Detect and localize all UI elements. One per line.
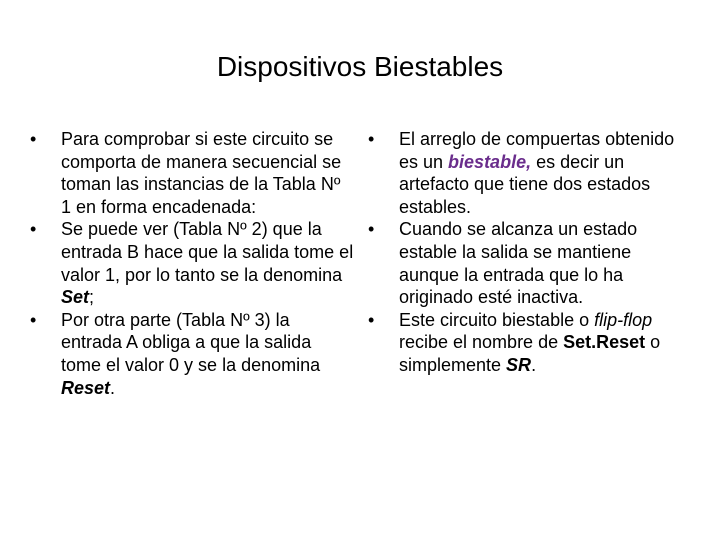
bullet-icon: • (368, 309, 375, 330)
text-run: . (110, 377, 116, 398)
text-run: Para comprobar si este circuito se comporta de manera secuencial se toman las instancias de la Tabla Nº 1 en forma encadenada: (61, 129, 342, 217)
bullet-icon: • (30, 219, 37, 240)
bullet-item (368, 218, 688, 308)
bullet-icon: • (30, 129, 37, 149)
text-run: El arreglo de compuertas obtenido es un (399, 129, 675, 172)
bullet-item (368, 128, 688, 218)
bullet-icon: • (30, 309, 37, 330)
slide-title: Dispositivos Biestables (216, 51, 504, 82)
right-bullet-list (368, 128, 688, 377)
text-run: Set.Reset (563, 332, 646, 353)
bullet-item (30, 218, 355, 308)
text-run: es decir un artefacto que tiene dos estados estables. (399, 151, 651, 217)
text-run: biestable, (448, 151, 532, 172)
text-run: o simplemente (399, 332, 661, 375)
bullet-icon: • (368, 129, 375, 149)
text-run: flip-flop (594, 309, 653, 330)
left-bullet-list (30, 128, 355, 399)
bullet-item (30, 128, 355, 218)
text-run: Cuando se alcanza un estado estable la salida se mantiene aunque la entrada que lo ha originado esté inactiva. (399, 219, 638, 308)
bullet-item (30, 309, 355, 399)
bullet-item (368, 309, 688, 377)
text-run: Por otra parte (Tabla Nº 3) la entrada A obliga a que la salida tome el valor 0 y se la denomina (61, 309, 321, 375)
text-run: recibe el nombre de (399, 332, 564, 353)
text-run: SR (506, 354, 532, 375)
text-run: . (531, 354, 537, 375)
bullet-icon: • (368, 219, 375, 240)
text-run: ; (89, 287, 95, 308)
text-run: Se puede ver (Tabla Nº 2) que la entrada B hace que la salida tome el valor 1, por lo tanto se la denomina (61, 219, 354, 285)
text-run: Este circuito biestable o (399, 309, 595, 330)
text-run: Reset (61, 377, 111, 398)
text-run: Set (61, 287, 90, 308)
